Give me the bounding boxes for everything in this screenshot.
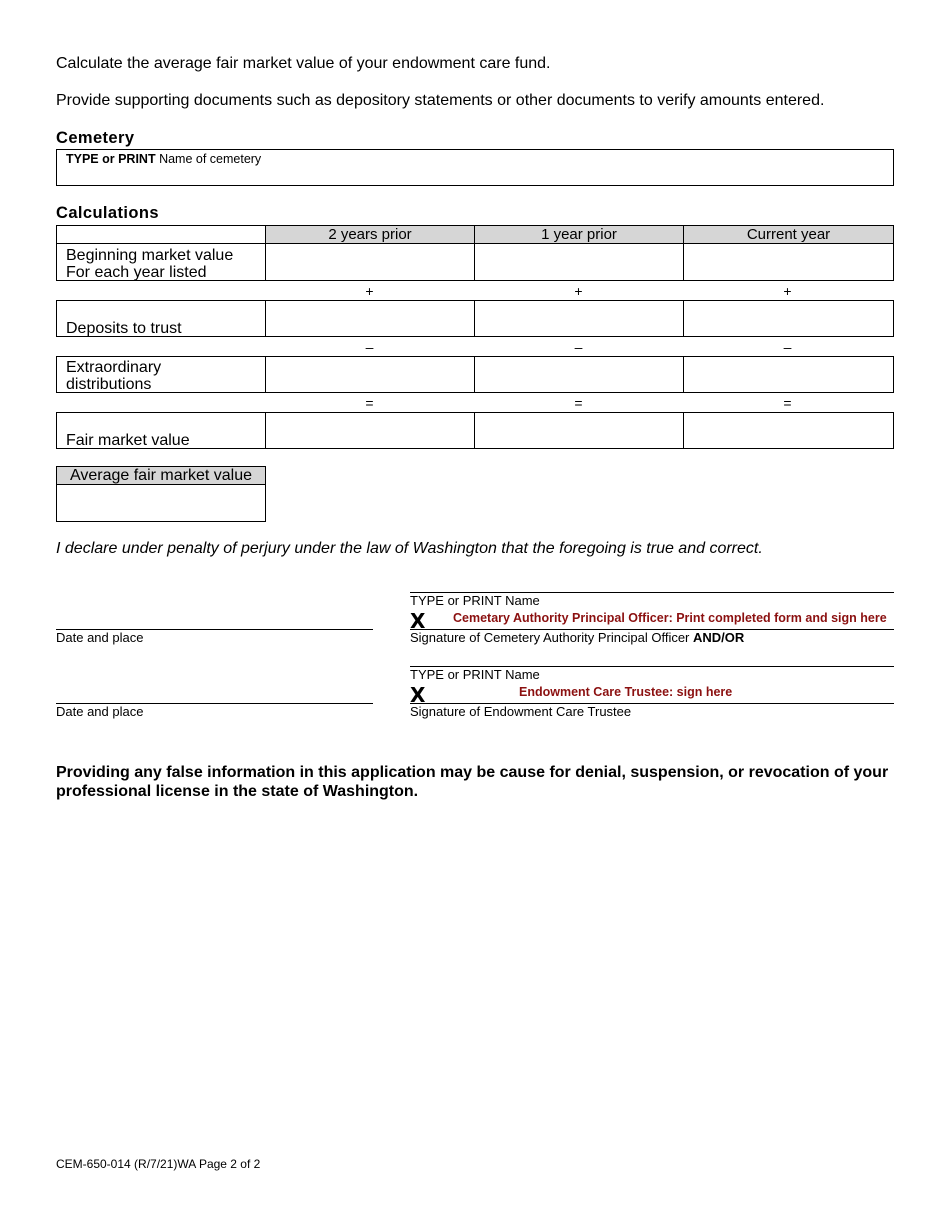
average-fmv-input[interactable] <box>56 484 266 522</box>
deposits-2-years-prior-input[interactable] <box>265 300 475 337</box>
cemetery-field-label-bold: TYPE or PRINT <box>66 152 156 166</box>
plus-operator-col2: + <box>574 283 583 299</box>
fmv-current-year-input[interactable] <box>683 412 894 449</box>
trustee-sign-instruction: Endowment Care Trustee: sign here <box>519 685 733 699</box>
cemetery-field-label <box>57 150 893 166</box>
trustee-date-place-label: Date and place <box>56 704 144 719</box>
header-blank-cell <box>56 225 266 244</box>
fmv-1-year-prior-input[interactable] <box>474 412 684 449</box>
row-label-fair-market-value: Fair market value <box>56 412 266 449</box>
extra-label-line1: Extraordinary <box>66 359 162 376</box>
plus-operator-col3: + <box>783 283 792 299</box>
extra-label-line2: distributions <box>66 376 152 393</box>
minus-operator-col1: – <box>365 339 374 355</box>
officer-type-print-name-label: TYPE or PRINT Name <box>410 593 540 608</box>
equals-operator-col3: = <box>783 395 792 411</box>
cemetery-name-field[interactable] <box>56 149 894 186</box>
beginning-label-line2: For each year listed <box>66 264 207 281</box>
officer-caption-andor: AND/OR <box>693 630 745 645</box>
officer-date-place-label: Date and place <box>56 630 144 645</box>
extraordinary-current-year-input[interactable] <box>683 356 894 393</box>
average-fmv-label: Average fair market value <box>56 466 266 485</box>
cemetery-heading: Cemetery <box>56 129 135 147</box>
beginning-2-years-prior-input[interactable] <box>265 243 475 281</box>
intro-text-1: Calculate the average fair market value of your endowment care fund. <box>56 55 551 72</box>
trustee-type-print-name-label: TYPE or PRINT Name <box>410 667 540 682</box>
beginning-current-year-input[interactable] <box>683 243 894 281</box>
false-information-warning: Providing any false information in this application may be cause for denial, suspension, or revocation of your professional license in the state of Washington. <box>56 764 889 800</box>
trustee-signature-caption: Signature of Endowment Care Trustee <box>410 704 632 719</box>
officer-caption-text: Signature of Cemetery Authority Principal Officer <box>410 630 693 645</box>
equals-operator-col1: = <box>365 395 374 411</box>
row-label-extraordinary-distributions <box>56 356 266 393</box>
minus-operator-col2: – <box>574 339 583 355</box>
form-footer: CEM-650-014 (R/7/21)WA Page 2 of 2 <box>56 1157 261 1171</box>
officer-signature-caption <box>410 630 744 645</box>
plus-operator-col1: + <box>365 283 374 299</box>
col-header-1-year-prior: 1 year prior <box>474 225 684 244</box>
beginning-1-year-prior-input[interactable] <box>474 243 684 281</box>
row-label-deposits-to-trust: Deposits to trust <box>56 300 266 337</box>
calculations-heading: Calculations <box>56 204 159 222</box>
deposits-current-year-input[interactable] <box>683 300 894 337</box>
cemetery-field-label-rest: Name of cemetery <box>155 152 262 166</box>
perjury-declaration: I declare under penalty of perjury under the law of Washington that the foregoing is true and correct. <box>56 540 763 557</box>
col-header-2-years-prior: 2 years prior <box>265 225 475 244</box>
extraordinary-2-years-prior-input[interactable] <box>265 356 475 393</box>
fmv-2-years-prior-input[interactable] <box>265 412 475 449</box>
equals-operator-col2: = <box>574 395 583 411</box>
beginning-label-line1: Beginning market value <box>66 247 234 264</box>
extraordinary-1-year-prior-input[interactable] <box>474 356 684 393</box>
minus-operator-col3: – <box>783 339 792 355</box>
row-label-beginning-market-value <box>56 243 266 281</box>
intro-text-2: Provide supporting documents such as depository statements or other documents to verify amounts entered. <box>56 92 825 109</box>
officer-x-mark: X <box>410 609 426 633</box>
deposits-1-year-prior-input[interactable] <box>474 300 684 337</box>
col-header-current-year: Current year <box>683 225 894 244</box>
officer-sign-instruction: Cemetary Authority Principal Officer: Print completed form and sign here <box>453 611 887 625</box>
trustee-x-mark: X <box>410 683 426 707</box>
